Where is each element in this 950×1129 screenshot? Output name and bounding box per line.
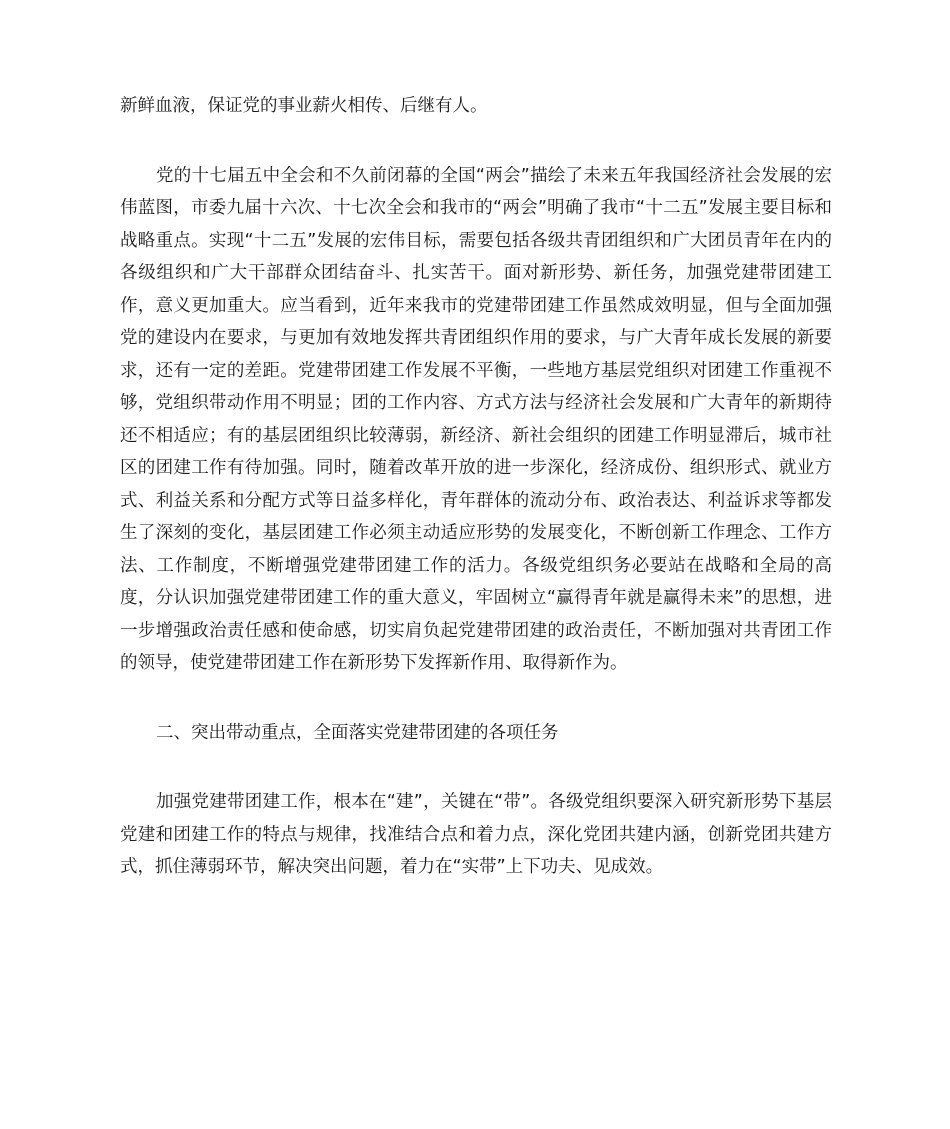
paragraph-body: 党的十七届五中全会和不久前闭幕的全国“两会”描绘了未来五年我国经济社会发展的宏伟蓝图，市委九届十六次、十七次全会和我市的“两会”明确了我市“十二五”发展主要目标和战略重点。实现“十二五”发展的宏伟目标，需要包括各级共青团组织和广大团员青年在内的各级组织和广大干部群众团结奋斗、扎实苦干。面对新形势、新任务，加强党建带团建工作，意义更加重大。应当看到，近年来我市的党建带团建工作虽然成效明显，但与全面加强党的建设内在要求，与更加有效地发挥共青团组织作用的要求，与广大青年成长发展的新要求，还有一定的差距。党建带团建工作发展不平衡，一些地方基层党组织对团建工作重视不够，党组织带动作用不明显；团的工作内容、方式方法与经济社会发展和广大青年的新期待还不相适应；有的基层团组织比较薄弱，新经济、新社会组织的团建工作明显滞后，城市社区的团建工作有待加强。同时，随着改革开放的进一步深化，经济成份、组织形式、就业方式、利益关系和分配方式等日益多样化，青年群体的流动分布、政治表达、利益诉求等都发生了深刻的变化，基层团建工作必须主动适应形势的发展变化，不断创新工作理念、工作方法、工作制度，不断增强党建带团建工作的活力。各级党组织务必要站在战略和全局的高度，分认识加强党建带团建工作的重大意义，牢固树立“赢得青年就是赢得未来”的思想，进一步增强政治责任感和使命感，切实肩负起党建带团建的政治责任，不断加强对共青团工作的领导，使党建带团建工作在新形势下发挥新作用、取得新作为。 <box>120 165 832 673</box>
document-page <box>120 90 832 884</box>
paragraph-gap <box>120 749 832 786</box>
paragraph-continuation: 新鲜血液，保证党的事业薪火相传、后继有人。 <box>120 96 488 116</box>
paragraph-body: 加强党建带团建工作，根本在“建”，关键在“带”。各级党组织要深入研究新形势下基层党建和团建工作的特点与规律，找准结合点和着力点，深化党团共建内涵，创新党团共建方式，抓住薄弱环节，解决突出问题，着力在“实带”上下功夫、见成效。 <box>120 792 832 877</box>
section-heading: 二、突出带动重点，全面落实党建带团建的各项任务 <box>156 722 559 743</box>
paragraph-gap <box>120 680 832 717</box>
paragraph-gap <box>120 123 832 160</box>
